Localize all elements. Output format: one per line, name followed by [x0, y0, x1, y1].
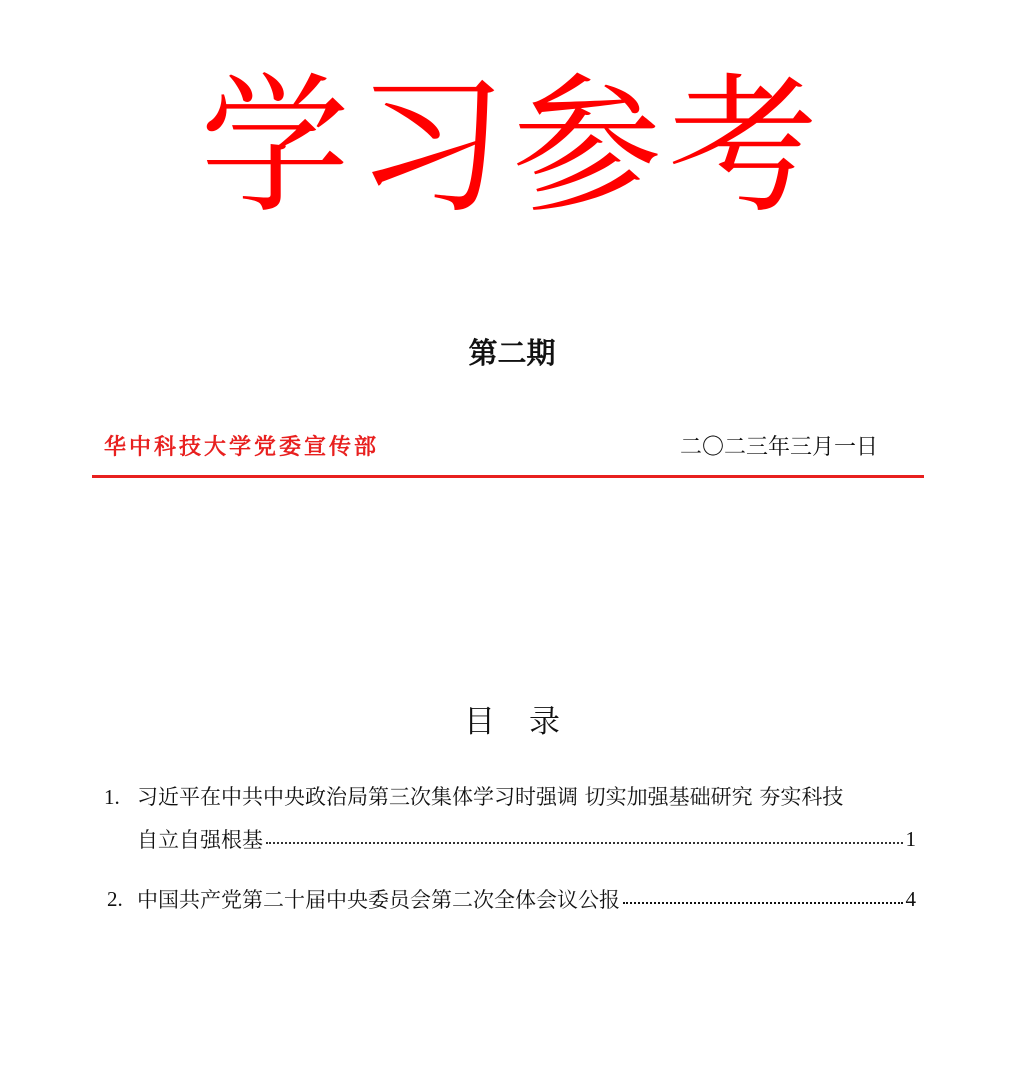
- toc-entry-title-line2: 自立自强根基: [137, 828, 263, 852]
- dot-leader: [623, 902, 903, 904]
- toc-entry[interactable]: [104, 880, 916, 914]
- toc-entry-number: 1.: [104, 785, 120, 809]
- toc-entry-title: 中国共产党第二十届中央委员会第二次全体会议公报: [137, 888, 620, 912]
- masthead-title: 学习参考: [199, 60, 824, 234]
- publication-date: 二〇二三年三月一日: [679, 435, 878, 460]
- toc-entry-page: 4: [905, 886, 916, 911]
- toc-entry-number: 2.: [107, 887, 123, 911]
- toc-entry-title-line1: 习近平在中共中央政治局第三次集体学习时强调 切实加强基础研究 夯实科技: [137, 785, 844, 809]
- publisher-name: 华中科技大学党委宣传部: [104, 435, 380, 460]
- red-divider-line: [92, 475, 924, 478]
- issue-number: 第二期: [468, 336, 556, 370]
- table-of-contents: [104, 778, 916, 914]
- toc-heading: 目录: [464, 704, 594, 740]
- toc-entry-page: 1: [905, 826, 916, 851]
- dot-leader: [266, 842, 903, 844]
- toc-entry[interactable]: [104, 778, 916, 862]
